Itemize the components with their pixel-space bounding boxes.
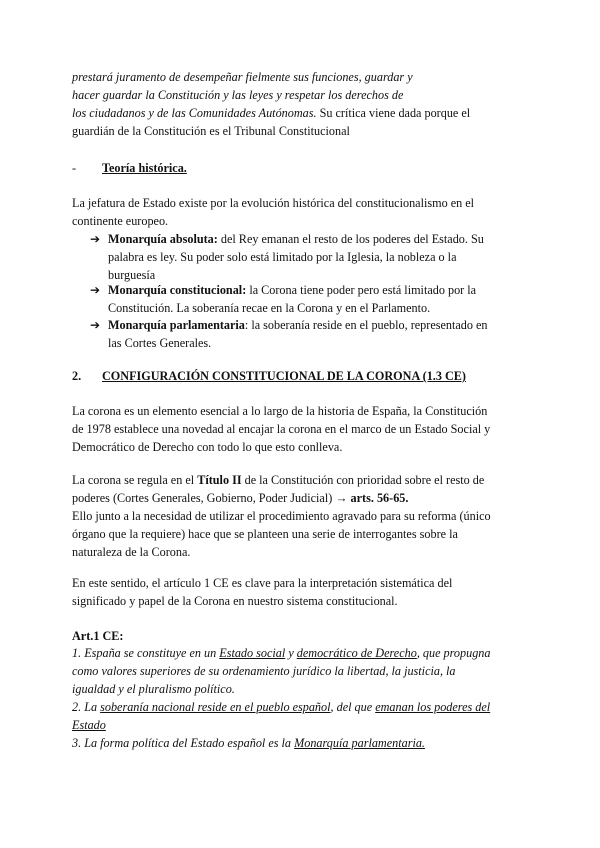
list-item-monarquia-absoluta <box>90 230 530 284</box>
intro-line-1: prestará juramento de desempeñar fielmente sus funciones, guardar y <box>72 70 413 84</box>
para3-line-1: En este sentido, el artículo 1 CE es clave para la interpretación sistemática del <box>72 576 453 590</box>
item-text: la Corona tiene poder pero está limitado por la <box>246 283 477 297</box>
section-number: 2. <box>72 369 82 383</box>
teoria-paragraph <box>72 194 532 230</box>
emanan-poderes: emanan los poderes del <box>375 700 491 714</box>
right-arrow-icon: ➔ <box>90 232 101 246</box>
item-label: Monarquía constitucional: <box>108 283 247 297</box>
paragraph-regulacion-corona <box>72 471 532 561</box>
item-continuation: burguesía <box>108 268 156 282</box>
titulo-ii: Título II <box>197 473 242 487</box>
art1-text <box>72 644 532 752</box>
art1-heading: Art.1 CE: <box>72 629 124 643</box>
list-item-monarquia-parlamentaria <box>90 316 530 352</box>
intro-line-4: guardián de la Constitución es el Tribunal Constitucional <box>72 124 350 138</box>
section-2-heading <box>72 367 532 385</box>
para1-line-2: de 1978 establece una novedad al encajar la corona en el marco de un Estado Social y <box>72 422 491 436</box>
para2-line-3: Ello junto a la necesidad de utilizar el procedimiento agravado para su reforma (único <box>72 509 491 523</box>
list-item-monarquia-constitucional <box>90 281 530 317</box>
item-label: Monarquía absoluta: <box>108 232 218 246</box>
dash-bullet: - <box>72 161 77 175</box>
teoria-title: Teoría histórica. <box>102 161 187 175</box>
para1-line-3: Democrático de Derecho con todo lo que esto conlleva. <box>72 440 343 454</box>
articles-reference: → arts. 56-65. <box>335 491 409 505</box>
item-continuation: Constitución. La soberanía recae en la Corona y en el Parlamento. <box>108 301 431 315</box>
paragraph-corona-elemento <box>72 402 532 456</box>
intro-line-3 <box>72 104 532 122</box>
paragraph-articulo-1 <box>72 574 532 610</box>
intro-line-3-italic: los ciudadanos y de las Comunidades Autónomas. <box>72 106 317 120</box>
art1-p2-line-1: 2. La soberanía nacional reside en el pueblo español, del que emanan los poderes del <box>72 700 491 714</box>
soberania-nacional: soberanía nacional reside en el pueblo español <box>100 700 331 714</box>
para2-line-2: poderes (Cortes Generales, Gobierno, Poder Judicial) → arts. 56-65. <box>72 491 409 505</box>
art1-p3-line-1: 3. La forma política del Estado español es la Monarquía parlamentaria. <box>72 736 425 750</box>
right-arrow-icon: ➔ <box>90 283 101 297</box>
intro-line-3-tail: Su crítica viene dada porque el <box>316 106 471 120</box>
monarquia-parlamentaria: Monarquía parlamentaria. <box>294 736 425 750</box>
art1-p1-line-1: 1. España se constituye en un Estado social y democrático de Derecho, que propugna <box>72 646 491 660</box>
art1-p1-line-2: como valores superiores de su ordenamiento jurídico la libertad, la justicia, la <box>72 664 456 678</box>
teoria-para-line-2: continente europeo. <box>72 214 169 228</box>
para2-line-4: órgano que la requiere) hace que se planteen una serie de interrogantes sobre la <box>72 527 458 541</box>
item-text: : la soberanía reside en el pueblo, representado en <box>244 318 488 332</box>
para2-line-1: La corona se regula en el Título II de la Constitución con prioridad sobre el resto de <box>72 473 485 487</box>
para2-line-5: naturaleza de la Corona. <box>72 545 191 559</box>
teoria-para-line-1: La jefatura de Estado existe por la evolución histórica del constitucionalismo en el <box>72 196 475 210</box>
art1-p2-line-2: Estado <box>72 718 106 732</box>
para3-line-2: significado y papel de la Corona en nuestro sistema constitucional. <box>72 594 398 608</box>
estado-social: Estado social <box>219 646 286 660</box>
para1-line-1: La corona es un elemento esencial a lo largo de la historia de España, la Constitución <box>72 404 488 418</box>
section-title: CONFIGURACIÓN CONSTITUCIONAL DE LA CORONA (1.3 CE) <box>102 369 466 383</box>
democratico-derecho: democrático de Derecho <box>296 646 417 660</box>
teoria-heading <box>72 159 532 177</box>
item-label: Monarquía parlamentaria <box>108 318 245 332</box>
item-continuation: las Cortes Generales. <box>108 336 212 350</box>
art1-p1-line-3: igualdad y el pluralismo político. <box>72 682 235 696</box>
intro-line-2: hacer guardar la Constitución y las leyes y respetar los derechos de <box>72 88 404 102</box>
right-arrow-icon: ➔ <box>90 318 101 332</box>
item-continuation: palabra es ley. Su poder solo está limitado por la Iglesia, la nobleza o la <box>108 250 457 264</box>
intro-paragraph <box>72 68 532 140</box>
item-text: del Rey emanan el resto de los poderes del Estado. Su <box>217 232 484 246</box>
